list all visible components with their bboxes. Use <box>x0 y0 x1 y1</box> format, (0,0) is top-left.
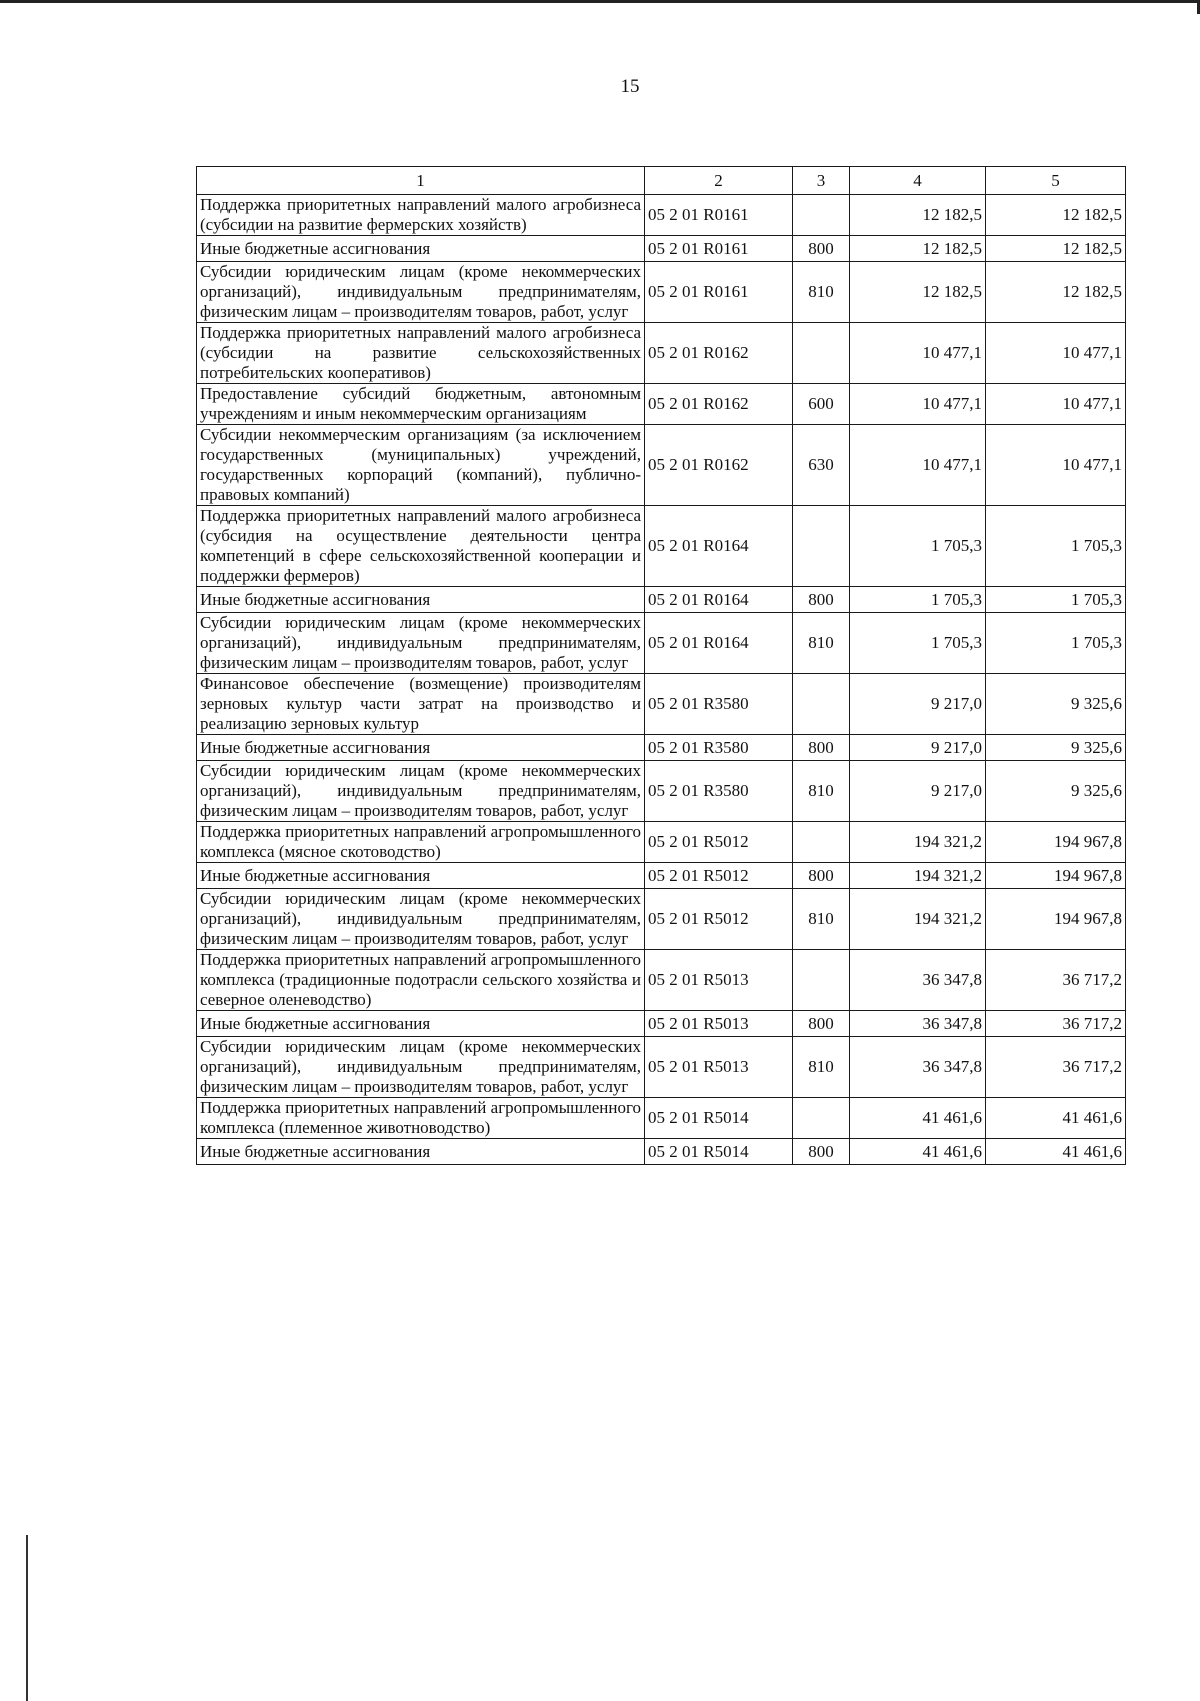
row-code-cell: 05 2 01 R3580 <box>645 735 793 761</box>
row-type-cell: 600 <box>793 384 850 425</box>
row-type-cell <box>793 674 850 735</box>
row-type-cell <box>793 506 850 587</box>
row-amount-year2-cell: 194 967,8 <box>986 822 1126 863</box>
page-number: 15 <box>620 76 640 97</box>
row-type-cell: 810 <box>793 613 850 674</box>
row-amount-year2-cell: 1 705,3 <box>986 587 1126 613</box>
row-code-cell: 05 2 01 R0162 <box>645 384 793 425</box>
row-name-cell: Поддержка приоритетных направлений малого агробизнеса (субсидия на осуществление деятельности центра компетенций в сфере сельскохозяйственной кооперации и поддержки фермеров) <box>197 506 645 587</box>
table-row <box>197 1098 1126 1139</box>
table-row <box>197 761 1126 822</box>
row-type-cell: 810 <box>793 761 850 822</box>
row-amount-year2-cell: 1 705,3 <box>986 506 1126 587</box>
row-amount-year2-cell: 194 967,8 <box>986 889 1126 950</box>
row-type-cell: 810 <box>793 889 850 950</box>
table-row <box>197 1011 1126 1037</box>
row-amount-year2-cell: 41 461,6 <box>986 1098 1126 1139</box>
row-amount-year1-cell: 41 461,6 <box>850 1098 986 1139</box>
column-header-3: 3 <box>793 167 850 195</box>
row-type-cell: 800 <box>793 236 850 262</box>
budget-table <box>196 166 1126 1165</box>
table-row <box>197 863 1126 889</box>
row-type-cell: 630 <box>793 425 850 506</box>
row-name-cell: Иные бюджетные ассигнования <box>197 1011 645 1037</box>
row-amount-year2-cell: 10 477,1 <box>986 384 1126 425</box>
row-amount-year1-cell: 1 705,3 <box>850 587 986 613</box>
row-amount-year2-cell: 9 325,6 <box>986 735 1126 761</box>
column-header-1: 1 <box>197 167 645 195</box>
row-type-cell <box>793 950 850 1011</box>
table-row <box>197 674 1126 735</box>
row-code-cell: 05 2 01 R5012 <box>645 822 793 863</box>
row-amount-year2-cell: 9 325,6 <box>986 674 1126 735</box>
row-type-cell <box>793 1098 850 1139</box>
row-code-cell: 05 2 01 R3580 <box>645 761 793 822</box>
row-amount-year1-cell: 36 347,8 <box>850 950 986 1011</box>
column-header-5: 5 <box>986 167 1126 195</box>
row-amount-year1-cell: 9 217,0 <box>850 761 986 822</box>
row-name-cell: Субсидии юридическим лицам (кроме некоммерческих организаций), индивидуальным предпринимателям, физическим лицам – производителям товаров, работ, услуг <box>197 262 645 323</box>
row-name-cell: Предоставление субсидий бюджетным, автономным учреждениям и иным некоммерческим организациям <box>197 384 645 425</box>
row-amount-year1-cell: 10 477,1 <box>850 425 986 506</box>
table-row <box>197 384 1126 425</box>
row-amount-year1-cell: 194 321,2 <box>850 889 986 950</box>
table-row <box>197 195 1126 236</box>
row-name-cell: Поддержка приоритетных направлений агропромышленного комплекса (мясное скотоводство) <box>197 822 645 863</box>
row-name-cell: Поддержка приоритетных направлений агропромышленного комплекса (племенное животноводство) <box>197 1098 645 1139</box>
row-name-cell: Субсидии юридическим лицам (кроме некоммерческих организаций), индивидуальным предпринимателям, физическим лицам – производителям товаров, работ, услуг <box>197 613 645 674</box>
row-code-cell: 05 2 01 R0161 <box>645 262 793 323</box>
table-row <box>197 506 1126 587</box>
table-row <box>197 950 1126 1011</box>
row-name-cell: Иные бюджетные ассигнования <box>197 587 645 613</box>
row-amount-year1-cell: 36 347,8 <box>850 1011 986 1037</box>
row-amount-year1-cell: 9 217,0 <box>850 735 986 761</box>
row-name-cell: Иные бюджетные ассигнования <box>197 236 645 262</box>
row-type-cell: 800 <box>793 1011 850 1037</box>
row-type-cell: 800 <box>793 1139 850 1165</box>
row-amount-year2-cell: 10 477,1 <box>986 323 1126 384</box>
row-amount-year2-cell: 9 325,6 <box>986 761 1126 822</box>
row-type-cell: 810 <box>793 1037 850 1098</box>
table-row <box>197 262 1126 323</box>
row-code-cell: 05 2 01 R0164 <box>645 587 793 613</box>
row-code-cell: 05 2 01 R5013 <box>645 950 793 1011</box>
row-amount-year1-cell: 12 182,5 <box>850 195 986 236</box>
row-amount-year1-cell: 1 705,3 <box>850 613 986 674</box>
table-row <box>197 425 1126 506</box>
row-code-cell: 05 2 01 R3580 <box>645 674 793 735</box>
row-name-cell: Поддержка приоритетных направлений малого агробизнеса (субсидии на развитие фермерских хозяйств) <box>197 195 645 236</box>
row-type-cell <box>793 323 850 384</box>
row-code-cell: 05 2 01 R5012 <box>645 889 793 950</box>
scan-edge-left <box>26 1535 28 1701</box>
row-type-cell <box>793 195 850 236</box>
row-amount-year2-cell: 36 717,2 <box>986 950 1126 1011</box>
table-row <box>197 613 1126 674</box>
table-row <box>197 822 1126 863</box>
row-amount-year2-cell: 12 182,5 <box>986 236 1126 262</box>
row-amount-year2-cell: 194 967,8 <box>986 863 1126 889</box>
row-code-cell: 05 2 01 R0164 <box>645 506 793 587</box>
table-row <box>197 236 1126 262</box>
table-row <box>197 323 1126 384</box>
row-code-cell: 05 2 01 R0162 <box>645 323 793 384</box>
row-name-cell: Иные бюджетные ассигнования <box>197 1139 645 1165</box>
row-code-cell: 05 2 01 R0162 <box>645 425 793 506</box>
row-code-cell: 05 2 01 R5013 <box>645 1011 793 1037</box>
row-amount-year2-cell: 1 705,3 <box>986 613 1126 674</box>
table-row <box>197 889 1126 950</box>
row-amount-year1-cell: 194 321,2 <box>850 863 986 889</box>
row-name-cell: Субсидии юридическим лицам (кроме некоммерческих организаций), индивидуальным предпринимателям, физическим лицам – производителям товаров, работ, услуг <box>197 761 645 822</box>
row-name-cell: Иные бюджетные ассигнования <box>197 735 645 761</box>
table-body <box>197 195 1126 1165</box>
table-row <box>197 1139 1126 1165</box>
table-row <box>197 1037 1126 1098</box>
row-name-cell: Иные бюджетные ассигнования <box>197 863 645 889</box>
row-code-cell: 05 2 01 R5014 <box>645 1139 793 1165</box>
table-header <box>197 167 1126 195</box>
row-type-cell: 800 <box>793 735 850 761</box>
row-amount-year1-cell: 12 182,5 <box>850 236 986 262</box>
row-type-cell: 810 <box>793 262 850 323</box>
row-amount-year1-cell: 12 182,5 <box>850 262 986 323</box>
row-name-cell: Финансовое обеспечение (возмещение) производителям зерновых культур части затрат на производство и реализацию зерновых культур <box>197 674 645 735</box>
row-code-cell: 05 2 01 R0161 <box>645 195 793 236</box>
row-type-cell: 800 <box>793 863 850 889</box>
row-type-cell: 800 <box>793 587 850 613</box>
row-amount-year1-cell: 194 321,2 <box>850 822 986 863</box>
row-code-cell: 05 2 01 R5013 <box>645 1037 793 1098</box>
row-amount-year1-cell: 1 705,3 <box>850 506 986 587</box>
row-code-cell: 05 2 01 R5012 <box>645 863 793 889</box>
row-code-cell: 05 2 01 R5014 <box>645 1098 793 1139</box>
row-name-cell: Субсидии некоммерческим организациям (за исключением государственных (муниципальных) учреждений, государственных корпораций (компаний), публично-правовых компаний) <box>197 425 645 506</box>
row-amount-year1-cell: 10 477,1 <box>850 384 986 425</box>
row-amount-year1-cell: 10 477,1 <box>850 323 986 384</box>
row-code-cell: 05 2 01 R0164 <box>645 613 793 674</box>
row-name-cell: Субсидии юридическим лицам (кроме некоммерческих организаций), индивидуальным предпринимателям, физическим лицам – производителям товаров, работ, услуг <box>197 889 645 950</box>
row-name-cell: Поддержка приоритетных направлений малого агробизнеса (субсидии на развитие сельскохозяйственных потребительских кооперативов) <box>197 323 645 384</box>
row-amount-year2-cell: 10 477,1 <box>986 425 1126 506</box>
column-header-4: 4 <box>850 167 986 195</box>
row-amount-year2-cell: 41 461,6 <box>986 1139 1126 1165</box>
row-name-cell: Поддержка приоритетных направлений агропромышленного комплекса (традиционные подотрасли сельского хозяйства и северное оленеводство) <box>197 950 645 1011</box>
row-type-cell <box>793 822 850 863</box>
header-row <box>197 167 1126 195</box>
column-header-2: 2 <box>645 167 793 195</box>
scan-edge-top <box>0 0 1200 3</box>
row-name-cell: Субсидии юридическим лицам (кроме некоммерческих организаций), индивидуальным предпринимателям, физическим лицам – производителям товаров, работ, услуг <box>197 1037 645 1098</box>
row-amount-year1-cell: 9 217,0 <box>850 674 986 735</box>
row-amount-year2-cell: 36 717,2 <box>986 1011 1126 1037</box>
row-amount-year1-cell: 41 461,6 <box>850 1139 986 1165</box>
table-row <box>197 587 1126 613</box>
row-code-cell: 05 2 01 R0161 <box>645 236 793 262</box>
row-amount-year2-cell: 12 182,5 <box>986 195 1126 236</box>
row-amount-year2-cell: 36 717,2 <box>986 1037 1126 1098</box>
row-amount-year1-cell: 36 347,8 <box>850 1037 986 1098</box>
table-row <box>197 735 1126 761</box>
row-amount-year2-cell: 12 182,5 <box>986 262 1126 323</box>
